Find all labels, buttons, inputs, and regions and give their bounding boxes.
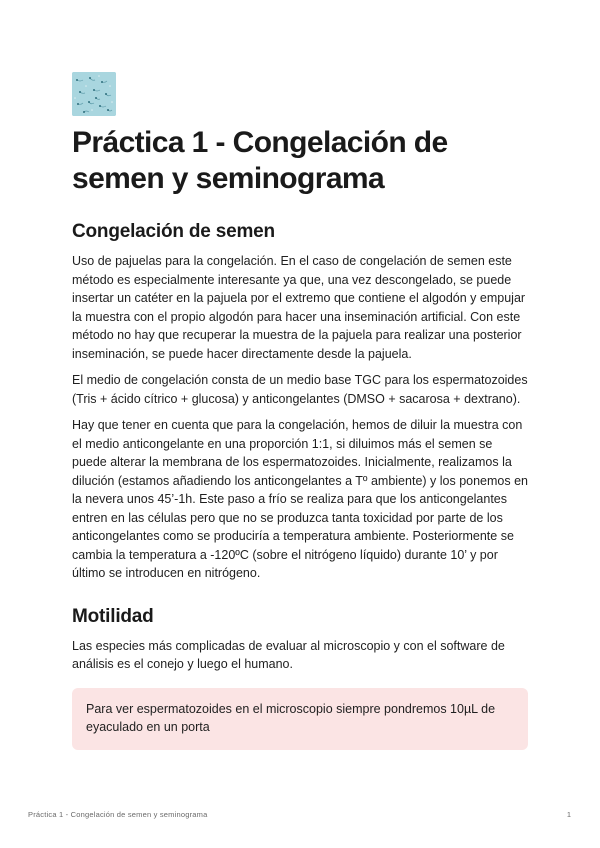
- section-motilidad: [72, 603, 528, 750]
- sperm-microscope-image-icon: [72, 72, 116, 116]
- footer-title: Práctica 1 - Congelación de semen y seminograma: [28, 810, 208, 819]
- callout-box: [72, 688, 528, 750]
- section-heading: Motilidad: [72, 605, 154, 627]
- paragraph: Las especies más complicadas de evaluar al microscopio y con el software de análisis es el conejo y luego el humano.: [72, 638, 505, 671]
- section-heading: Congelación de semen: [72, 221, 275, 242]
- paragraph: El medio de congelación consta de un medio base TGC para los espermatozoides (Tris + ácido cítrico + glucosa) y anticongelantes (DMSO + sacarosa + dextrano).: [72, 373, 528, 406]
- page-number: 1: [566, 810, 571, 819]
- page-title: Práctica 1 - Congelación de semen y seminograma: [72, 126, 448, 195]
- page-content: [72, 218, 528, 750]
- section-congelacion: [72, 218, 528, 583]
- paragraph: Uso de pajuelas para la congelación. En el caso de congelación de semen este método es especialmente interesante ya que, una vez descongelado, se puede insertar un catéter en la pajuela por el extremo que contiene el algodón y empujar la muestra con el propio algodón para hacer una inseminación artificial. Con este método no hay que recuperar la muestra de la pajuela para realizar una posterior inseminación, se puede hacer directamente desde la pajuela.: [72, 254, 526, 361]
- callout-text: Para ver espermatozoides en el microscopio siempre pondremos 10µL de eyaculado en un porta: [86, 701, 496, 734]
- paragraph: Hay que tener en cuenta que para la congelación, hemos de diluir la muestra con el medio anticongelante en una proporción 1:1, si diluimos más el semen se puede alterar la membrana de los espermatozoides. Inicialmente, realizamos la dilución (estamos añadiendo los anticongelantes a Tº ambiente) y los ponemos en la nevera unos 45’-1h. Este paso a frío se realiza para que los anticongelantes entren en las células pero que no se produzca tanta toxicidad por parte de los anticongelantes como se produciría a temperatura ambiente. Posteriormente se cambia la temperatura a -120ºC (sobre el nitrógeno líquido) durante 10’ y por último se introducen en nitrógeno.: [72, 418, 528, 580]
